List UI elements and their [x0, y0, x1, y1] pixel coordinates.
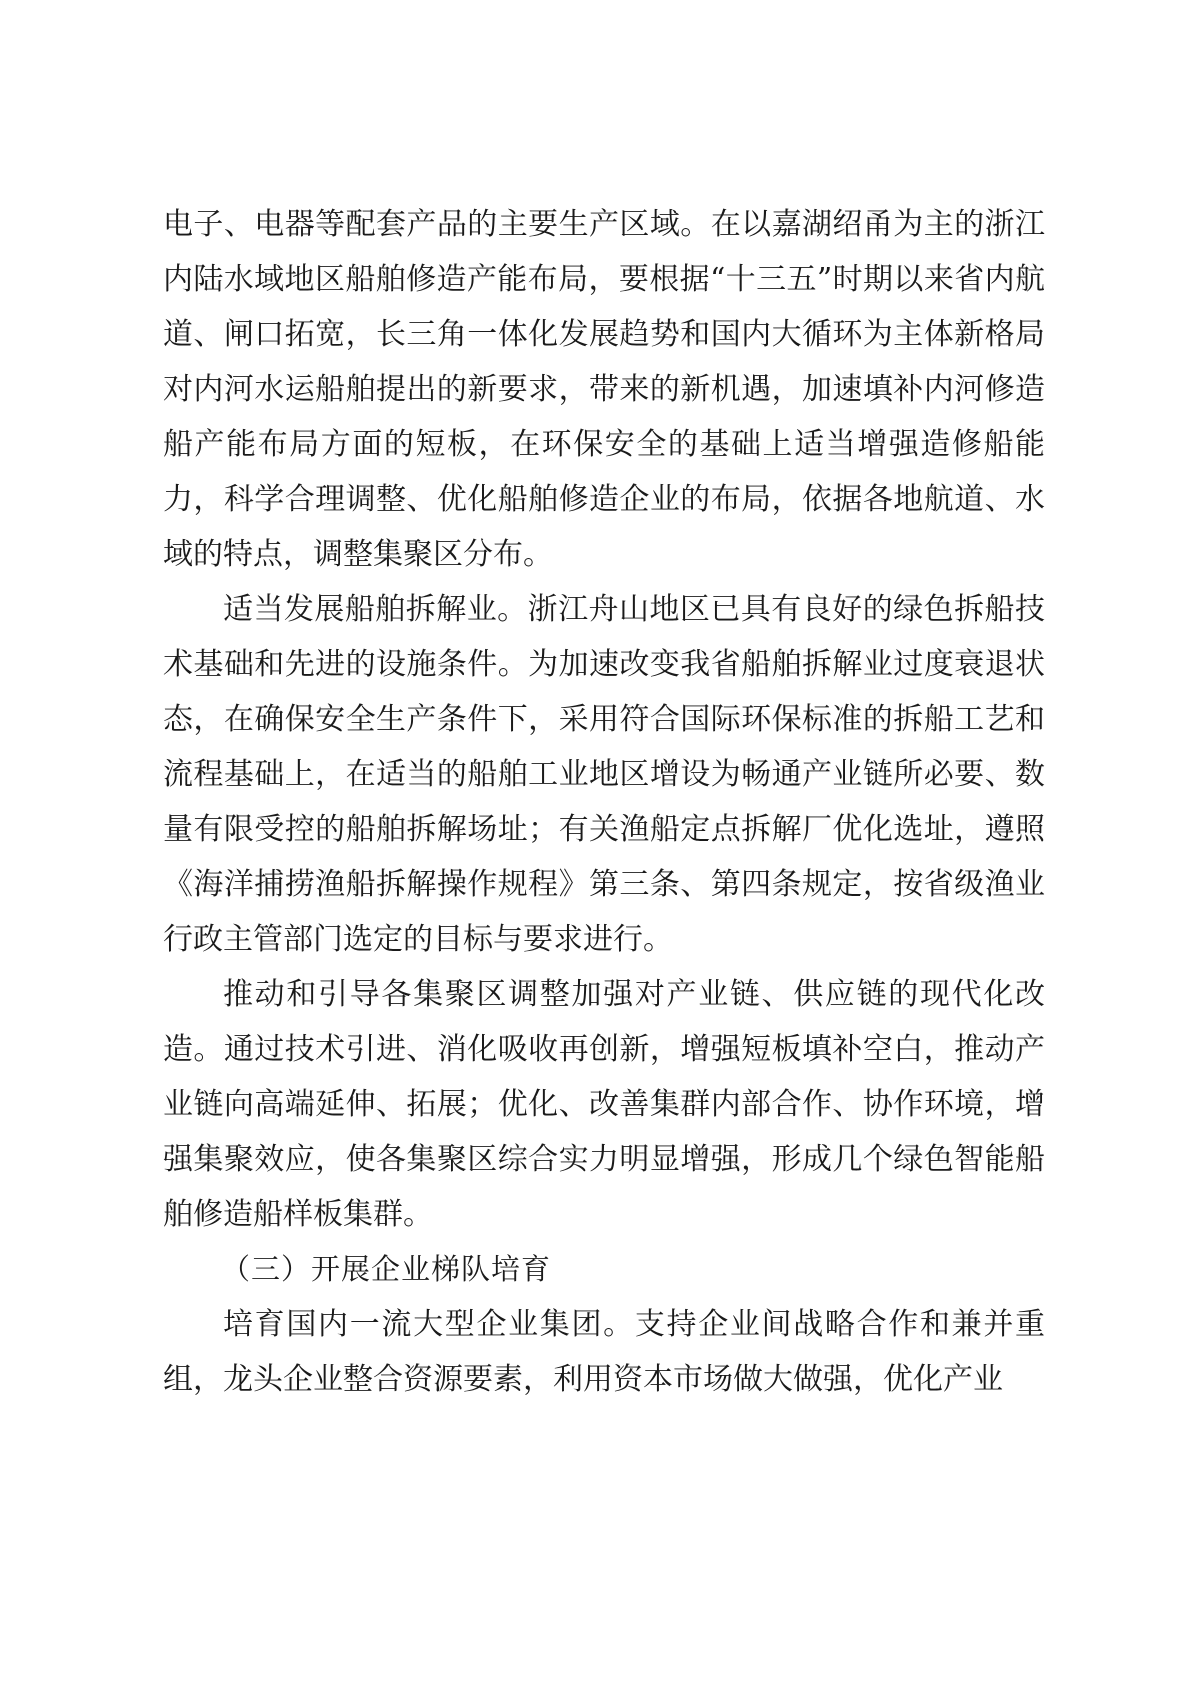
- document-body: [163, 197, 1045, 1407]
- paragraph-cluster-upgrade: 推动和引导各集聚区调整加强对产业链、供应链的现代化改造。通过技术引进、消化吸收再创新，增强短板填补空白，推动产业链向高端延伸、拓展；优化、改善集群内部合作、协作环境，增强集聚效应，使各集聚区综合实力明显增强，形成几个绿色智能船舶修造船样板集群。: [163, 977, 1045, 1232]
- paragraph-ship-dismantling: 适当发展船舶拆解业。浙江舟山地区已具有良好的绿色拆船技术基础和先进的设施条件。为加速改变我省船舶拆解业过度衰退状态，在确保安全生产条件下，采用符合国际环保标准的拆船工艺和流程基础上，在适当的船舶工业地区增设为畅通产业链所必要、数量有限受控的船舶拆解场址；有关渔船定点拆解厂优化选址，遵照《海洋捕捞渔船拆解操作规程》第三条、第四条规定，按省级渔业行政主管部门选定的目标与要求进行。: [163, 592, 1045, 957]
- paragraph-layout-capacity: 电子、电器等配套产品的主要生产区域。在以嘉湖绍甬为主的浙江内陆水域地区船舶修造产能布局，要根据“十三五”时期以来省内航道、闸口拓宽，长三角一体化发展趋势和国内大循环为主体新格局对内河水运船舶提出的新要求，带来的新机遇，加速填补内河修造船产能布局方面的短板，在环保安全的基础上适当增强造修船能力，科学合理调整、优化船舶修造企业的布局，依据各地航道、水域的特点，调整集聚区分布。: [163, 207, 1045, 572]
- section-heading-enterprise-tiers: （三）开展企业梯队培育: [221, 1252, 552, 1286]
- paragraph-large-groups: 培育国内一流大型企业集团。支持企业间战略合作和兼并重组，龙头企业整合资源要素，利用资本市场做大做强，优化产业: [163, 1307, 1045, 1397]
